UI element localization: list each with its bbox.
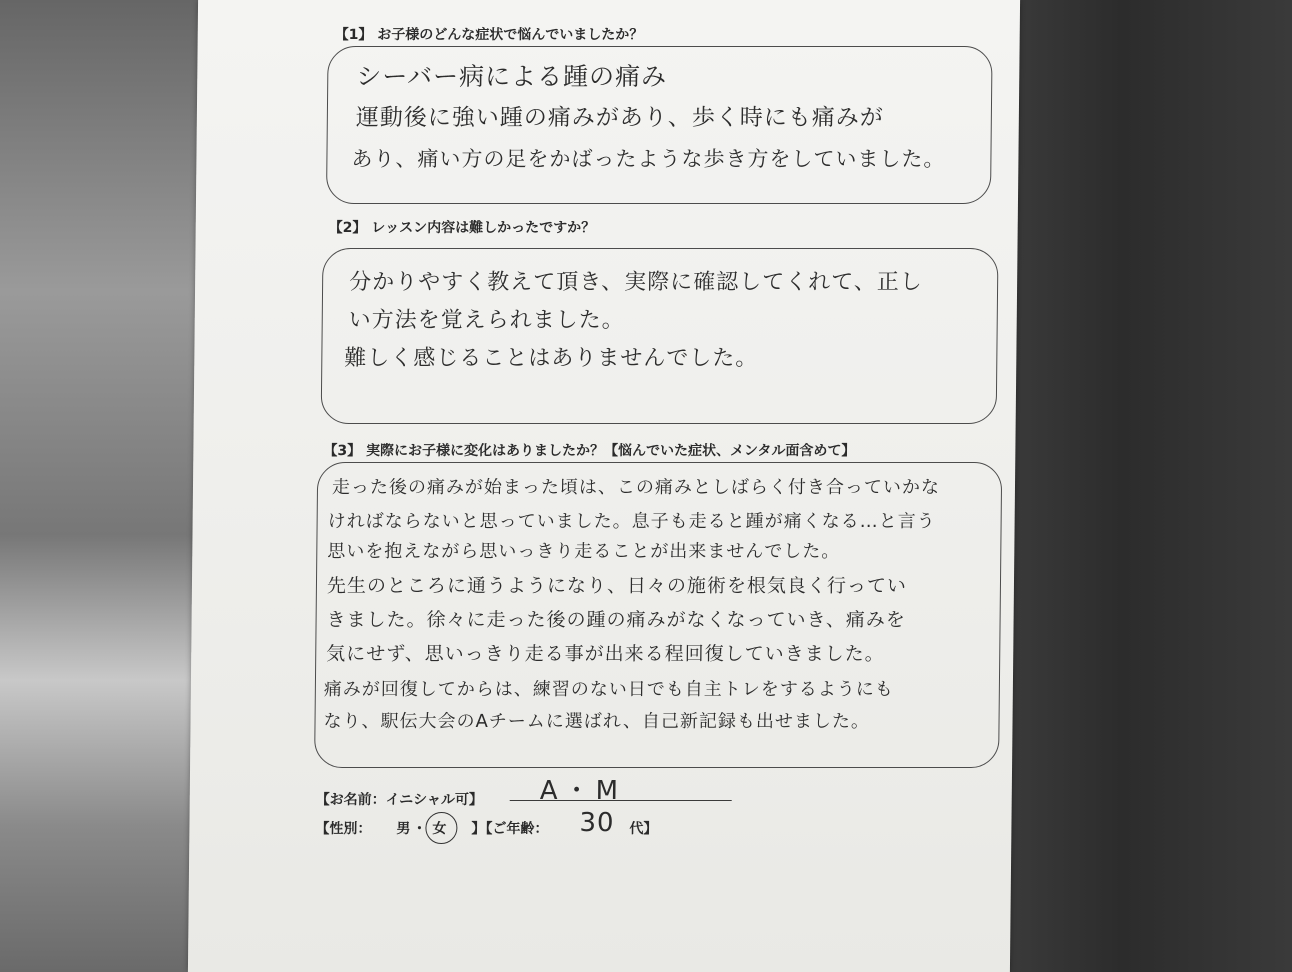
age-label: 】【ご年齢：	[471, 821, 549, 837]
questionnaire-sheet	[188, 0, 1020, 972]
question-3-label: 【3】 実際にお子様に変化はありましたか？【悩んでいた症状、メンタル面含めて】	[323, 443, 856, 459]
answer-3-line-5: きました。徐々に走った後の踵の痛みがなくなっていき、痛みを	[326, 609, 906, 631]
answer-2-line-2: い方法を覚えられました。	[348, 308, 625, 333]
answer-3-line-7: 痛みが回復してからは、練習のない日でも自主トレをするようにも	[323, 679, 894, 700]
answer-2-line-1: 分かりやすく教えて頂き、実際に確認してくれて、正し	[349, 270, 923, 295]
question-2-label: 【2】 レッスン内容は難しかったですか？	[328, 220, 596, 236]
answer-box-3	[314, 462, 1002, 768]
answer-3-line-2: ければならないと思っていました。息子も走ると踵が痛くなる…と言う	[327, 511, 936, 532]
question-1-label: 【1】 お子様のどんな症状で悩んでいましたか？	[334, 27, 644, 43]
desk-background-left	[0, 0, 200, 972]
age-value: 30	[579, 808, 615, 838]
answer-2-line-3: 難しく感じることはありませんでした。	[344, 346, 759, 371]
answer-3-line-8: なり、駅伝大会のAチームに選ばれ、自己新記録も出せました。	[323, 711, 871, 732]
answer-3-line-6: 気にせず、思いっきり走る事が出来る程回復していきました。	[326, 643, 885, 665]
answer-box-1	[326, 46, 993, 204]
answer-1-line-2: 運動後に強い踵の痛みがあり、歩く時にも痛みが	[355, 105, 884, 131]
gender-male-option: 男	[396, 821, 411, 837]
gender-separator: ・	[412, 821, 427, 837]
name-label: 【お名前：イニシャル可】	[315, 792, 483, 808]
gender-label: 【性別：	[315, 821, 372, 837]
answer-3-line-3: 思いを抱えながら思いっきり走ることが出来ませんでした。	[327, 541, 841, 562]
answer-3-line-1: 走った後の痛みが始まった頃は、この痛みとしばらく付き合っていかな	[331, 477, 941, 498]
name-value: A・M	[539, 776, 625, 806]
name-field	[510, 774, 732, 806]
age-suffix: 代】	[629, 821, 658, 837]
gender-female-option: 女	[432, 821, 447, 837]
answer-1-line-1: シーバー病による踵の痛み	[356, 62, 668, 91]
answer-1-line-3: あり、痛い方の足をかばったような歩き方をしていました。	[351, 147, 946, 171]
answer-3-line-4: 先生のところに通うようになり、日々の施術を根気良く行ってい	[326, 575, 908, 597]
answer-box-2	[321, 248, 999, 424]
desk-background-right	[1010, 0, 1292, 972]
